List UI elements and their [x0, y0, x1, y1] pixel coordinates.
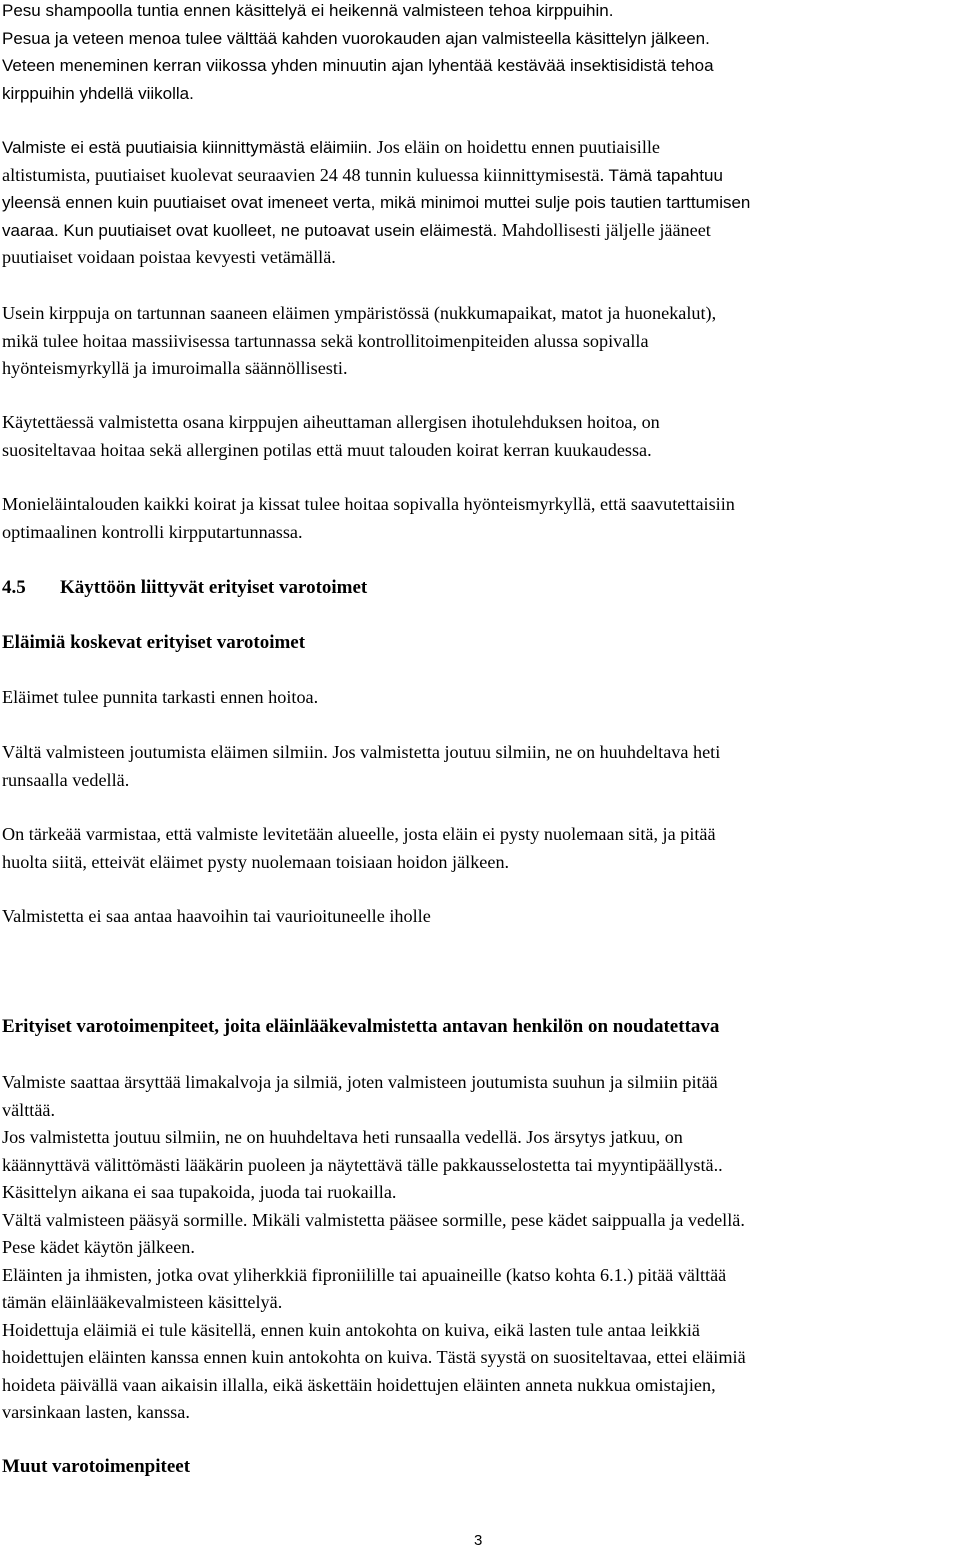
fleas-environment-paragraph: [2, 300, 958, 383]
licking-paragraph: [2, 821, 958, 876]
ticks-sans-sentence: Valmiste ei estä puutiaisia kiinnittymästä eläimiin.: [2, 138, 373, 157]
section-heading: [2, 574, 367, 602]
admin-line-3: Jos valmistetta joutuu silmiin, ne on huuhdeltava heti runsaalla vedellä. Jos ärsytys jatkuu, on: [2, 1127, 683, 1147]
eyes-line-2: runsaalla vedellä.: [2, 769, 130, 790]
admin-line-5: Käsittelyn aikana ei saa tupakoida, juoda tai ruokailla.: [2, 1182, 397, 1202]
intro-paragraph: [2, 0, 958, 107]
ticks-line-4: vaaraa. Kun puutiaiset ovat kuolleet, ne putoavat usein eläimestä.: [2, 220, 498, 240]
weigh-line: Eläimet tulee punnita tarkasti ennen hoitoa.: [2, 687, 319, 707]
intro-line-2: Pesua ja veteen menoa tulee välttää kahden vuorokauden ajan valmisteella käsittelyn jälkeen.: [2, 28, 710, 48]
multi-animal-line-2: optimaalinen kontrolli kirpputartunnassa.: [2, 521, 303, 542]
admin-line-8: Eläinten ja ihmisten, jotka ovat yliherkkiä fiproniilille tai apuaineille (katso kohta 6.1.) pitää välttää: [2, 1264, 727, 1285]
ticks-line-4-rest: Mahdollisesti jäljelle jääneet: [497, 219, 711, 240]
allergy-line-2: suositeltavaa hoitaa sekä allerginen potilas että muut talouden koirat kerran kuukaudessa.: [2, 439, 652, 460]
fleas-line-1: Usein kirppuja on tartunnan saaneen eläimen ympäristössä (nukkumapaikat, matot ja huonekalut),: [2, 303, 717, 323]
fleas-line-3: hyönteismyrkyllä ja imuroimalla säännöllisesti.: [2, 358, 348, 378]
section-number: 4.5: [2, 577, 26, 598]
admin-line-11: hoidettujen eläinten kanssa ennen kuin antokohta on kuiva. Tästä syystä on suositeltavaa, ettei eläimiä: [2, 1347, 746, 1367]
licking-line-2: huolta siitä, etteivät eläimet pysty nuolemaan toisiaan hoidon jälkeen.: [2, 851, 510, 872]
intro-line-3: Veteen meneminen kerran viikossa yhden minuutin ajan lyhentää kestävää insektisidistä tehoa: [2, 56, 714, 75]
admin-line-4: käännyttävä välittömästi lääkärin puoleen ja näytettävä tälle pakkausselostetta tai myyntipäällystä..: [2, 1154, 723, 1175]
admin-line-7: Pese kädet käytön jälkeen.: [2, 1237, 195, 1257]
allergy-paragraph: [2, 409, 958, 464]
intro-line-4: kirppuihin yhdellä viikolla.: [2, 83, 194, 103]
admin-line-2: välttää.: [2, 1099, 56, 1120]
ticks-line-2-rest: Tämä tapahtuu: [604, 165, 723, 185]
multi-animal-line-1: Monieläintalouden kaikki koirat ja kissat tulee hoitaa sopivalla hyönteismyrkyllä, että saavutettaisiin: [2, 494, 735, 514]
admin-line-12: hoideta päivällä vaan aikaisin illalla, eikä äskettäin hoidettujen eläinten anneta nukkua omistajien,: [2, 1374, 716, 1395]
eyes-paragraph: [2, 739, 958, 794]
wounds-line: Valmistetta ei saa antaa haavoihin tai vaurioituneelle iholle: [2, 906, 431, 926]
allergy-line-1: Käytettäessä valmistetta osana kirppujen aiheuttaman allergisen ihotulehduksen hoitoa, on: [2, 412, 660, 432]
admin-line-6: Vältä valmisteen pääsyä sormille. Mikäli valmistetta pääsee sormille, pese kädet saippualla ja vedellä.: [2, 1209, 745, 1230]
licking-line-1: On tärkeää varmistaa, että valmiste levitetään alueelle, josta eläin ei pysty nuolemaan sitä, ja pitää: [2, 824, 716, 844]
admin-line-10: Hoidettuja eläimiä ei tule käsitellä, ennen kuin antokohta on kuiva, eikä lasten tule antaa leikkiä: [2, 1319, 700, 1340]
wounds-paragraph: [2, 903, 958, 931]
ticks-line-1-rest: Jos eläin on hoidettu ennen puutiaisille: [372, 137, 660, 157]
intro-line-1: Pesu shampoolla tuntia ennen käsittelyä ei heikennä valmisteen tehoa kirppuihin.: [2, 1, 614, 20]
ticks-line-2: altistumista, puutiaiset kuolevat seuraavien 24 48 tunnin kuluessa kiinnittymisestä.: [2, 164, 605, 185]
multi-animal-paragraph: [2, 491, 958, 546]
page-number: 3: [474, 1532, 483, 1549]
admin-line-9: tämän eläinlääkevalmisteen käsittelyä.: [2, 1292, 283, 1312]
section-title: Käyttöön liittyvät erityiset varotoimet: [60, 577, 368, 598]
admin-line-13: varsinkaan lasten, kanssa.: [2, 1402, 190, 1422]
ticks-paragraph: [2, 134, 958, 272]
other-precautions-heading: Muut varotoimenpiteet: [2, 1456, 191, 1477]
ticks-line-5: puutiaiset voidaan poistaa kevyesti vetämällä.: [2, 247, 336, 267]
animals-precautions-heading: Eläimiä koskevat erityiset varotoimet: [2, 632, 306, 653]
eyes-line-1: Vältä valmisteen joutumista eläimen silmiin. Jos valmistetta joutuu silmiin, ne on huuhdeltava heti: [2, 742, 721, 762]
administrator-precautions-paragraph: [2, 1069, 958, 1427]
weigh-paragraph: [2, 684, 958, 712]
admin-line-1: Valmiste saattaa ärsyttää limakalvoja ja silmiä, joten valmisteen joutumista suuhun ja silmiin pitää: [2, 1072, 718, 1092]
administrator-precautions-heading: Erityiset varotoimenpiteet, joita eläinlääkevalmistetta antavan henkilön on noudatettava: [2, 1016, 720, 1037]
fleas-line-2: mikä tulee hoitaa massiivisessa tartunnassa sekä kontrollitoimenpiteiden alussa sopivalla: [2, 330, 649, 351]
ticks-line-3: yleensä ennen kuin puutiaiset ovat imeneet verta, mikä minimoi muttei sulje pois tautien tarttumisen: [2, 193, 751, 212]
